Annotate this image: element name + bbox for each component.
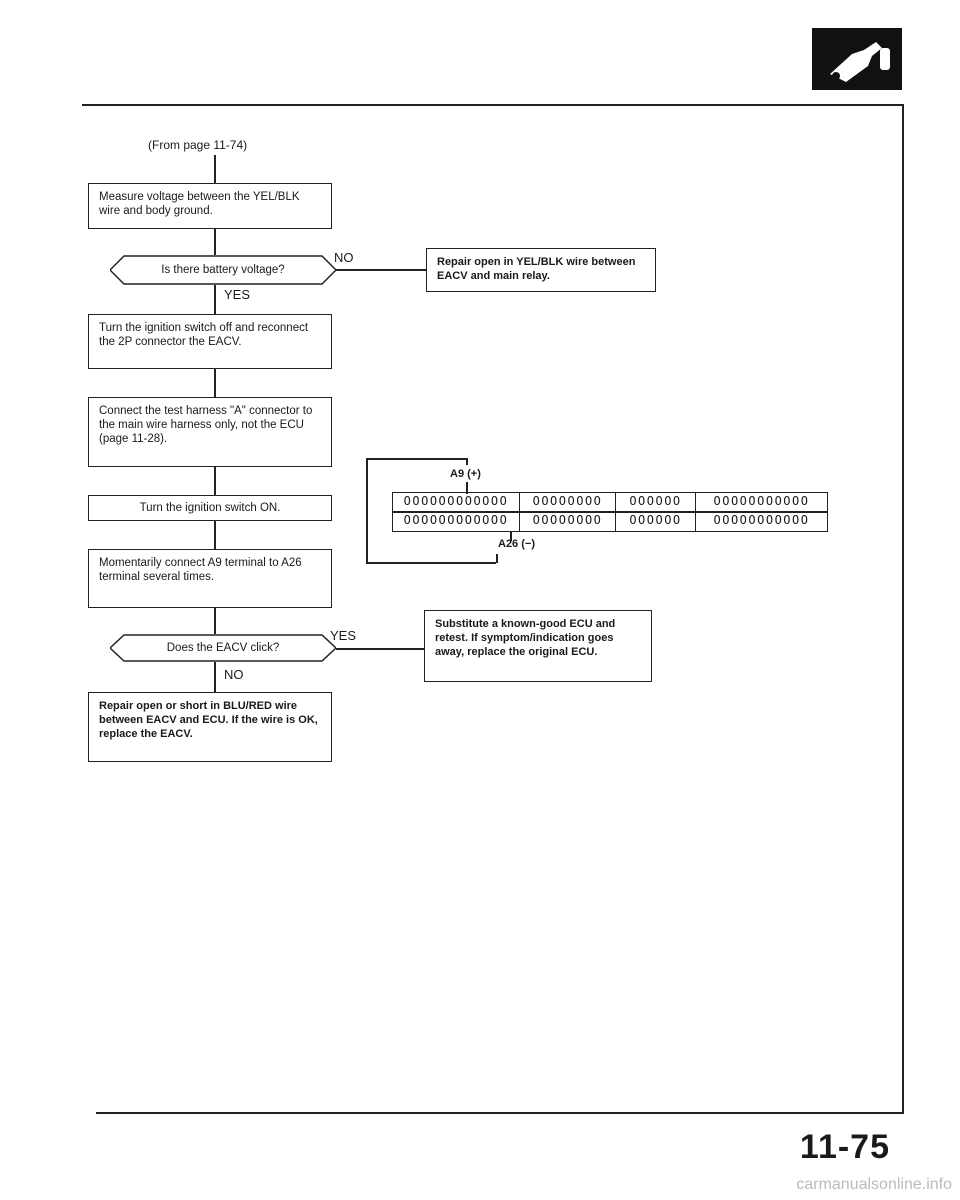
- bottom-rule: [96, 1112, 904, 1114]
- connector-block: OOOOOOOOOOO: [696, 511, 828, 532]
- connector-block: OOOOOO: [616, 492, 696, 513]
- connector-block: OOOOOO: [616, 511, 696, 532]
- flow-line: [214, 229, 216, 255]
- decision-battery-voltage: [110, 255, 336, 285]
- flow-line: [214, 285, 216, 314]
- flow-line: [214, 369, 216, 397]
- connector-row-2: [392, 511, 828, 532]
- decision-battery-voltage-text: Is there battery voltage?: [161, 264, 285, 276]
- flow-line: [214, 521, 216, 549]
- connector-block: OOOOOOOOOOO: [696, 492, 828, 513]
- step-connect-test-harness: Connect the test harness "A" connector to the main wire harness only, not the ECU (page 11-28).: [88, 397, 332, 467]
- from-page-label: (From page 11-74): [148, 138, 248, 152]
- decision-eacv-click-text: Does the EACV click?: [166, 642, 280, 654]
- right-rule: [902, 104, 904, 1114]
- connector-block: OOOOOOOOOOOO: [392, 492, 520, 513]
- no-label: NO: [334, 250, 354, 265]
- flow-line: [214, 467, 216, 495]
- connector-diagram: [366, 458, 878, 570]
- substitute-ecu: Substitute a known-good ECU and retest. If symptom/indication goes away, replace the original ECU.: [424, 610, 652, 682]
- watermark: carmanualsonline.info: [796, 1176, 952, 1193]
- step-connect-a9-a26: Momentarily connect A9 terminal to A26 terminal several times.: [88, 549, 332, 608]
- decision-eacv-click: [110, 634, 336, 662]
- top-rule: [82, 104, 902, 106]
- harness-outline: [366, 562, 496, 564]
- yes-label-2: YES: [330, 628, 357, 643]
- page-number: 11-75: [799, 1128, 890, 1166]
- flow-line: [214, 662, 216, 692]
- connector-block: OOOOOOOO: [520, 511, 616, 532]
- step-reconnect-2p: Turn the ignition switch off and reconnect the 2P connector the EACV.: [88, 314, 332, 369]
- harness-outline: [366, 458, 466, 460]
- connector-row-1: [392, 492, 828, 513]
- a26-label: A26 (−): [498, 538, 535, 550]
- repair-blu-red-wire: Repair open or short in BLU/RED wire between EACV and ECU. If the wire is OK, replace the EACV.: [88, 692, 332, 762]
- step-measure-voltage: Measure voltage between the YEL/BLK wire and body ground.: [88, 183, 332, 229]
- harness-outline: [466, 458, 468, 465]
- flow-line: [214, 155, 216, 183]
- connector-block: OOOOOOOOOOOO: [392, 511, 520, 532]
- ecu-wrench-icon: [812, 28, 902, 90]
- repair-yel-blk-wire: Repair open in YEL/BLK wire between EACV and main relay.: [426, 248, 656, 292]
- connector-block: OOOOOOOO: [520, 492, 616, 513]
- flow-line: [214, 608, 216, 634]
- yes-branch-line: [336, 648, 426, 650]
- yes-label: YES: [224, 287, 251, 302]
- harness-outline: [366, 458, 368, 562]
- no-label-2: NO: [224, 667, 244, 682]
- a9-label: A9 (+): [450, 468, 481, 480]
- step-ignition-on: Turn the ignition switch ON.: [88, 495, 332, 521]
- no-branch-line: [336, 269, 426, 271]
- harness-outline: [496, 554, 498, 563]
